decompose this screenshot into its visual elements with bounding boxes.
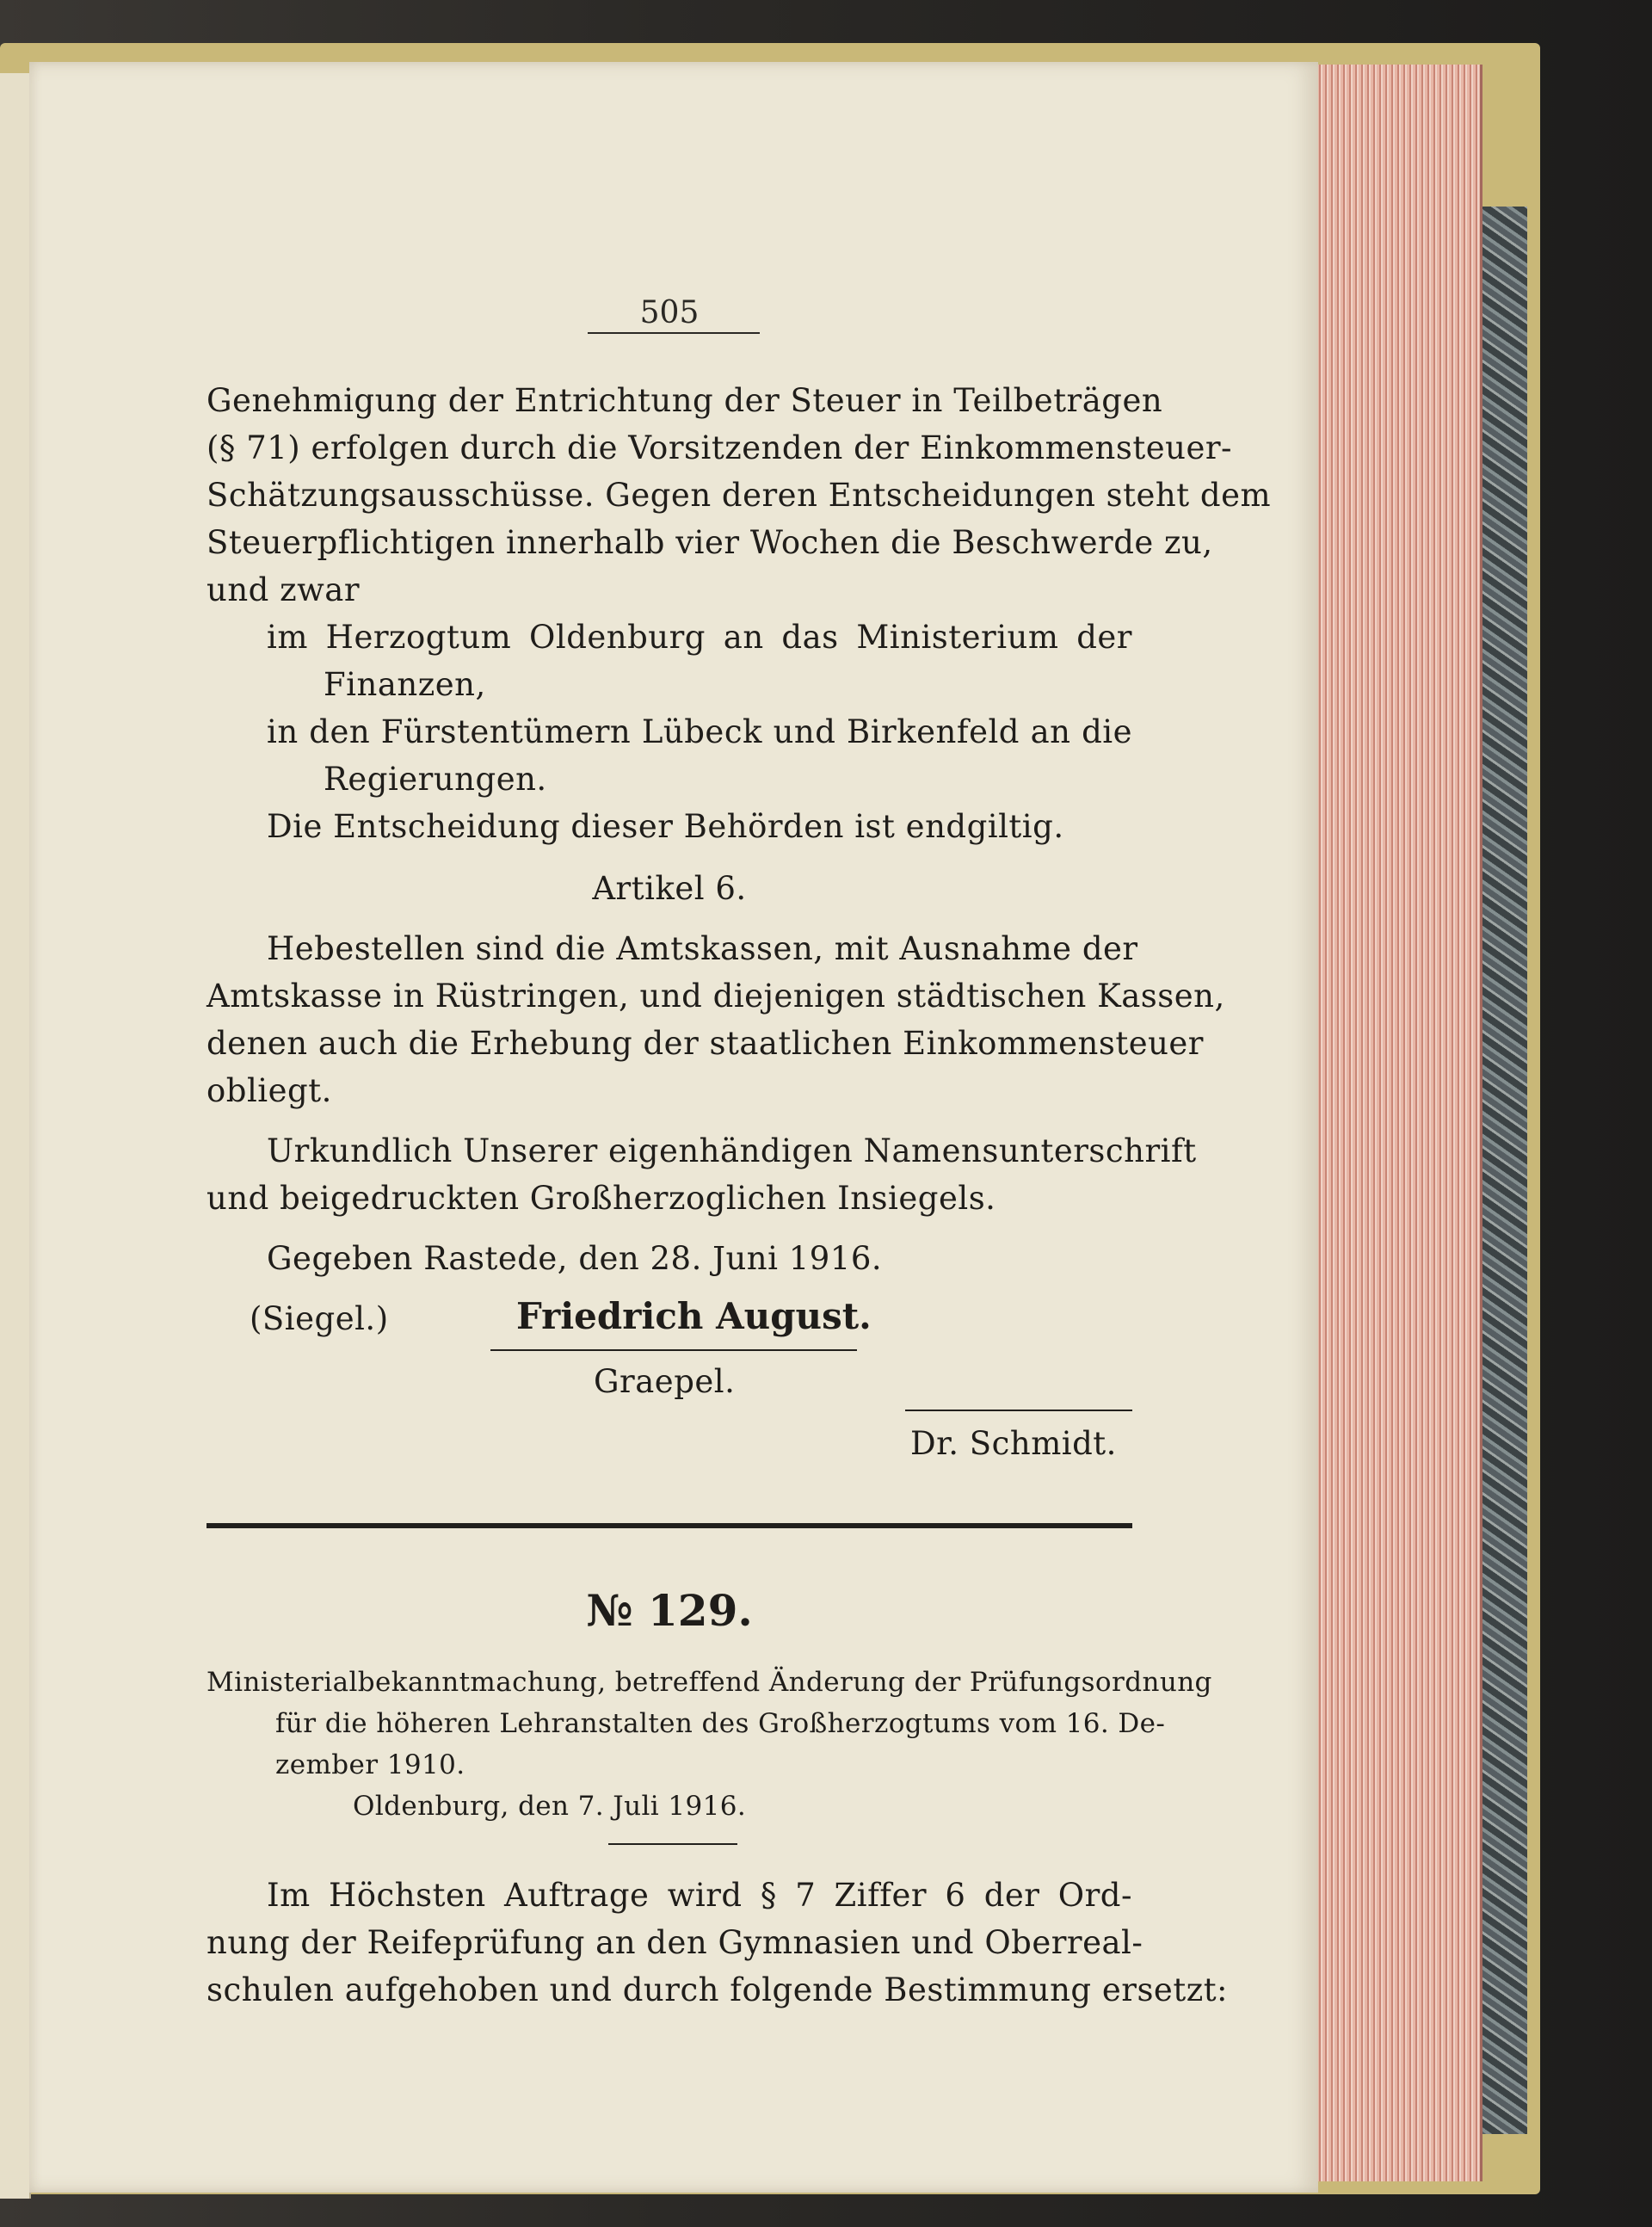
text-line: obliegt. (206, 1072, 332, 1109)
page-stack-edges (1316, 65, 1482, 2181)
countersignature: Graepel. (594, 1363, 736, 1400)
signature: Friedrich August. (516, 1295, 872, 1337)
list-item: in den Fürstentümern Lübeck und Birkenfeld an die (267, 713, 1132, 750)
page-number-rule (588, 332, 760, 334)
text-line: und beigedruckten Großherzoglichen Insiegels. (206, 1180, 996, 1217)
text-line: Steuerpflichtigen innerhalb vier Wochen die Beschwerde zu, (206, 524, 1213, 561)
text-line: denen auch die Erhebung der staatlichen Einkommensteuer (206, 1025, 1204, 1062)
decision-text: Die Entscheidung dieser Behörden ist endgiltig. (267, 808, 1064, 845)
text-line: Urkundlich Unserer eigenhändigen Namensunterschrift (267, 1132, 1197, 1169)
notice-date: Oldenburg, den 7. Juli 1916. (353, 1791, 747, 1822)
left-page-edge (0, 73, 31, 2199)
seal-mark: (Siegel.) (250, 1300, 389, 1337)
countersignature-rule (905, 1410, 1132, 1411)
notice-title-line: zember 1910. (275, 1749, 465, 1780)
section-rule (206, 1523, 1132, 1528)
notice-title-line: Ministerialbekanntmachung, betreffend Änderung der Prüfungsordnung (206, 1667, 1212, 1698)
text-line: Im Höchsten Auftrage wird § 7 Ziffer 6 der Ord- (267, 1877, 1132, 1914)
article-heading: Artikel 6. (592, 870, 747, 907)
countersignature: Dr. Schmidt. (910, 1425, 1117, 1462)
text-line: Schätzungsausschüsse. Gegen deren Entscheidungen steht dem (206, 477, 1272, 514)
list-item: im Herzogtum Oldenburg an das Ministerium der (267, 619, 1132, 656)
page-number: 505 (639, 295, 700, 330)
text-line: nung der Reifeprüfung an den Gymnasien und Oberreal- (206, 1924, 1143, 1961)
text-line: schulen aufgehoben und durch folgende Bestimmung ersetzt: (206, 1971, 1229, 2008)
text-line: Hebestellen sind die Amtskassen, mit Ausnahme der (267, 930, 1138, 967)
short-rule (608, 1843, 737, 1845)
signature-rule (490, 1349, 857, 1351)
document-page (29, 62, 1318, 2193)
list-item-continuation: Finanzen, (324, 666, 486, 703)
notice-title-line: für die höheren Lehranstalten des Großherzogtums vom 16. De- (275, 1708, 1166, 1739)
marbled-edge (1476, 207, 1527, 2134)
given-date: Gegeben Rastede, den 28. Juni 1916. (267, 1240, 883, 1277)
list-item-continuation: Regierungen. (324, 761, 547, 798)
text-line: (§ 71) erfolgen durch die Vorsitzenden der Einkommensteuer- (206, 429, 1233, 466)
text-line: und zwar (206, 571, 361, 608)
text-line: Amtskasse in Rüstringen, und diejenigen städtischen Kassen, (206, 978, 1225, 1015)
notice-number: № 129. (586, 1585, 753, 1636)
text-line: Genehmigung der Entrichtung der Steuer in Teilbeträgen (206, 382, 1163, 419)
